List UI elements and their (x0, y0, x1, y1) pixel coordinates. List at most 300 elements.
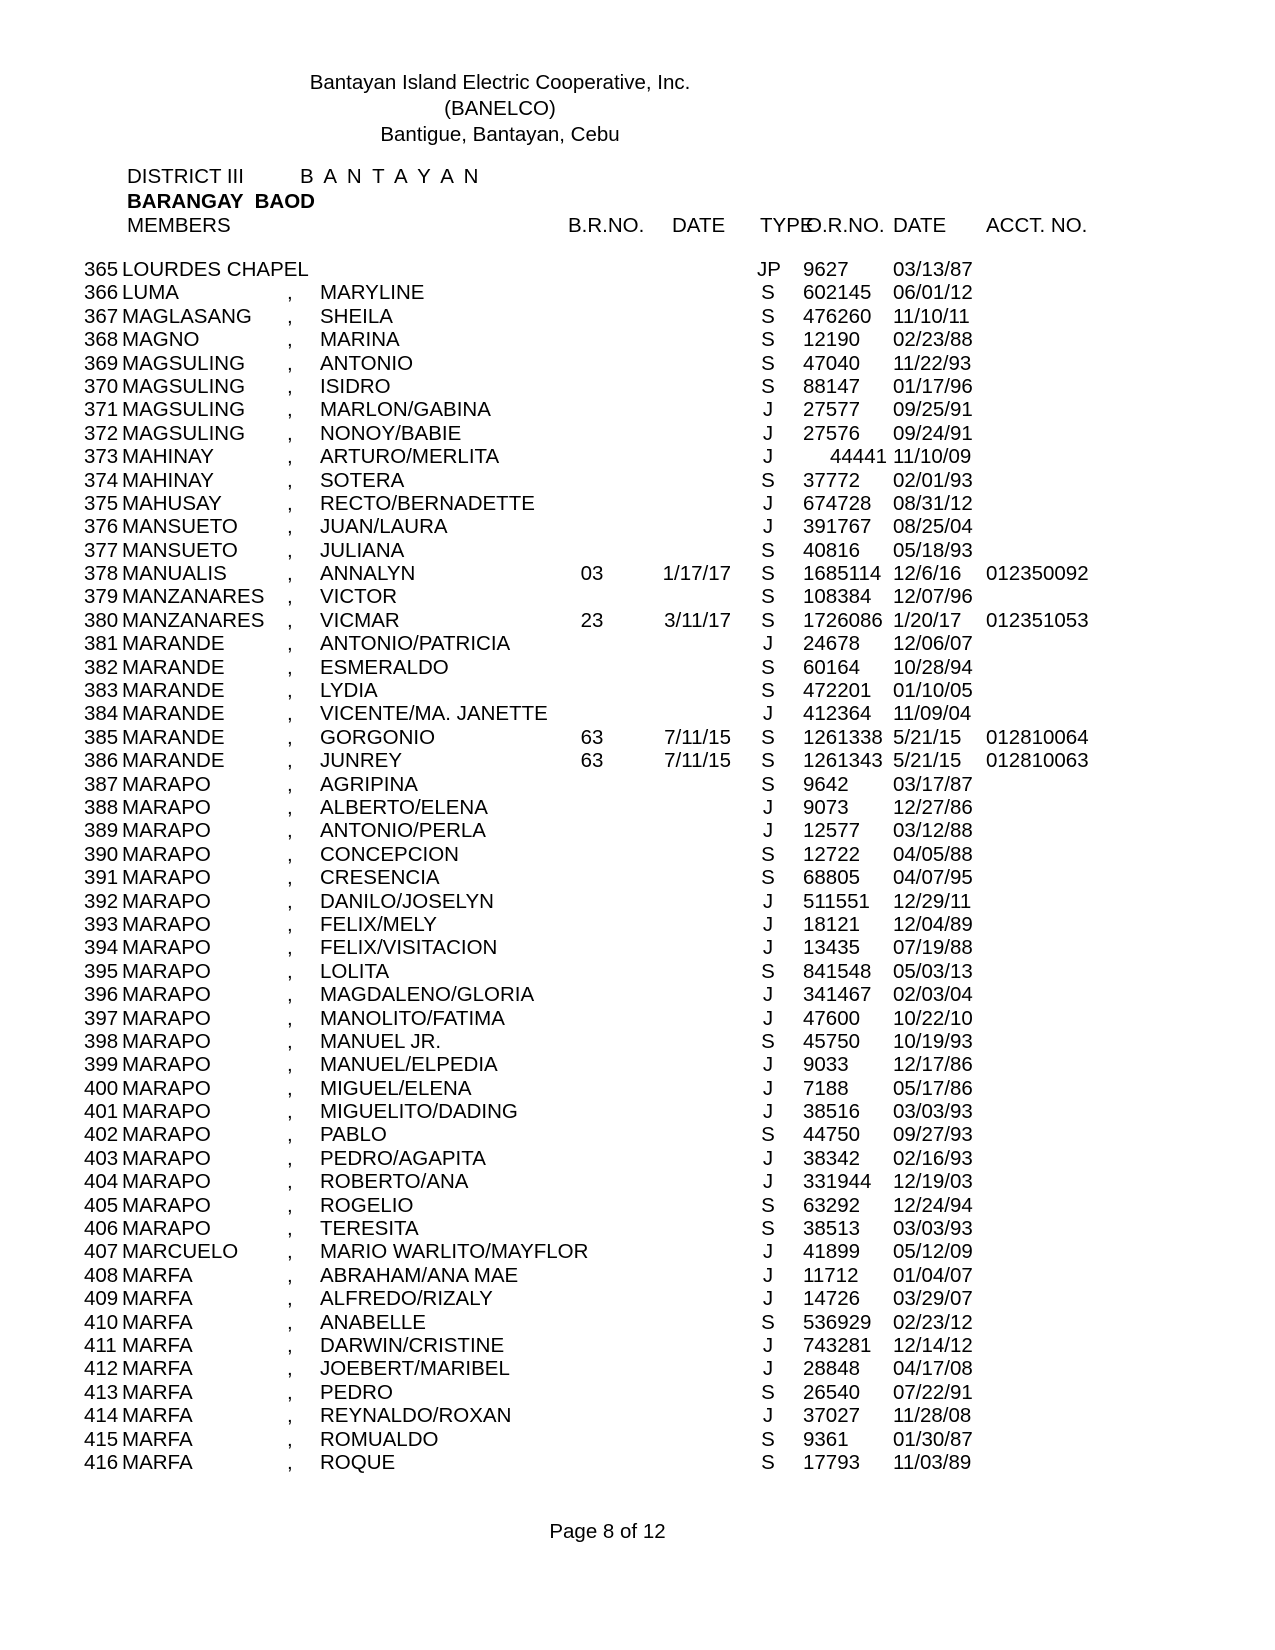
or-no-value: 27576 (803, 421, 861, 445)
member-surname: MARFA (122, 1333, 193, 1357)
member-number: 406 (84, 1217, 119, 1241)
member-givenname: RECTO/BERNADETTE (320, 491, 535, 515)
or-no-value: 27577 (803, 398, 861, 422)
or-date-value: 03/29/07 (893, 1287, 973, 1311)
or-date-value: 05/18/93 (893, 538, 973, 562)
table-row (0, 936, 1275, 959)
member-surname: MAGSULING (122, 351, 246, 375)
or-no-value: 9033 (803, 1053, 849, 1077)
or-no-value: 13435 (803, 936, 861, 960)
name-separator: , (287, 585, 293, 609)
or-date-value: 03/03/93 (893, 1100, 973, 1124)
type-value: S (761, 725, 775, 749)
name-separator: , (287, 374, 293, 398)
member-givenname: JOEBERT/MARIBEL (320, 1357, 510, 1381)
member-givenname: MARLON/GABINA (320, 398, 491, 422)
member-givenname: SOTERA (320, 468, 405, 492)
or-no-value: 841548 (803, 959, 872, 983)
name-separator: , (287, 1380, 293, 1404)
member-number: 390 (84, 842, 119, 866)
type-value: S (761, 1310, 775, 1334)
table-row (0, 328, 1275, 351)
member-givenname: ABRAHAM/ANA MAE (320, 1263, 519, 1287)
or-date-value: 03/13/87 (893, 258, 973, 281)
member-number: 373 (84, 445, 119, 469)
member-number: 371 (84, 398, 119, 422)
member-number: 366 (84, 281, 119, 305)
member-givenname: AGRIPINA (320, 772, 418, 796)
member-number: 402 (84, 1123, 119, 1147)
type-value: J (762, 421, 774, 445)
or-date-value: 05/03/13 (893, 959, 973, 983)
name-separator: , (287, 1100, 293, 1124)
acct-no-value: 012350092 (986, 562, 1089, 586)
type-value: S (761, 374, 775, 398)
member-number: 388 (84, 795, 119, 819)
table-row (0, 1147, 1275, 1170)
table-row (0, 1287, 1275, 1310)
or-no-value: 40816 (803, 538, 861, 562)
member-number: 395 (84, 959, 119, 983)
member-givenname: JUNREY (320, 749, 403, 773)
type-value: J (762, 983, 774, 1007)
type-value: J (762, 1333, 774, 1357)
or-no-value: 1685114 (803, 562, 882, 586)
name-separator: , (287, 491, 293, 515)
type-value: J (762, 1053, 774, 1077)
name-separator: , (287, 468, 293, 492)
member-surname: MARANDE (122, 749, 225, 773)
name-separator: , (287, 1006, 293, 1030)
type-value: J (762, 1263, 774, 1287)
name-separator: , (287, 1076, 293, 1100)
or-date-value: 12/06/07 (893, 632, 973, 656)
member-number: 396 (84, 983, 119, 1007)
acct-no-value: 012810064 (986, 725, 1089, 749)
or-date-value: 02/01/93 (893, 468, 973, 492)
or-date-value: 01/04/07 (893, 1263, 973, 1287)
table-row (0, 515, 1275, 538)
member-surname: MAGNO (122, 328, 200, 352)
name-separator: , (287, 421, 293, 445)
or-no-value: 47600 (803, 1006, 861, 1030)
member-givenname: ANTONIO (320, 351, 414, 375)
or-no-value: 45750 (803, 1029, 861, 1053)
member-surname: MANZANARES (122, 585, 265, 609)
district-name: B A N T A Y A N (299, 165, 482, 188)
table-column-headers (0, 214, 1275, 240)
or-date-value: 11/10/11 (893, 304, 970, 328)
table-row (0, 679, 1275, 702)
member-givenname: CRESENCIA (320, 866, 440, 890)
or-date-value: 09/24/91 (893, 421, 973, 445)
type-value: J (762, 1100, 774, 1124)
or-date-value: 02/23/88 (893, 328, 973, 352)
members-column-header: MEMBERS (127, 214, 231, 237)
company-name: Bantayan Island Electric Cooperative, Inc. (309, 71, 691, 94)
or-date-value: 12/19/03 (893, 1170, 973, 1194)
or-no-value: 412364 (803, 702, 872, 726)
member-number: 416 (84, 1450, 119, 1474)
table-row (0, 702, 1275, 725)
member-surname: MANSUETO (122, 515, 238, 539)
type-value: S (761, 468, 775, 492)
acct-no-value: 012810063 (986, 749, 1089, 773)
member-number: 386 (84, 749, 119, 773)
or-date-value: 09/27/93 (893, 1123, 973, 1147)
member-surname: MARANDE (122, 679, 225, 703)
table-row (0, 1053, 1275, 1076)
type-value: J (762, 1146, 774, 1170)
member-givenname: FELIX/MELY (320, 912, 437, 936)
member-number: 404 (84, 1170, 119, 1194)
member-givenname: TERESITA (320, 1217, 419, 1241)
member-surname: MARANDE (122, 632, 225, 656)
name-separator: , (287, 1287, 293, 1311)
name-separator: , (287, 304, 293, 328)
member-surname: MARAPO (122, 936, 211, 960)
table-row (0, 1451, 1275, 1474)
name-separator: , (287, 983, 293, 1007)
name-separator: , (287, 1193, 293, 1217)
table-row (0, 562, 1275, 585)
or-date-value: 12/17/86 (893, 1053, 973, 1077)
name-separator: , (287, 702, 293, 726)
name-separator: , (287, 1217, 293, 1241)
name-separator: , (287, 795, 293, 819)
or-no-value: 38342 (803, 1146, 861, 1170)
or-no-value: 38513 (803, 1217, 861, 1241)
or-no-value: 9073 (803, 795, 849, 819)
member-surname: MARAPO (122, 1217, 211, 1241)
type-value: S (761, 772, 775, 796)
member-givenname: MARIO WARLITO/MAYFLOR (320, 1240, 589, 1264)
br-date-value: 3/11/17 (664, 608, 731, 632)
member-surname: MARAPO (122, 1029, 211, 1053)
column-header-or-date: DATE (893, 214, 947, 237)
type-value: S (761, 1380, 775, 1404)
br-date-value: 1/17/17 (662, 562, 731, 586)
table-row (0, 1334, 1275, 1357)
name-separator: , (287, 936, 293, 960)
member-number: 365 (84, 258, 119, 281)
member-givenname: ISIDRO (320, 374, 391, 398)
table-row (0, 960, 1275, 983)
member-number: 384 (84, 702, 119, 726)
or-date-value: 03/03/93 (893, 1217, 973, 1241)
table-row (0, 258, 1275, 281)
table-row (0, 398, 1275, 421)
table-row (0, 1240, 1275, 1263)
or-date-value: 11/03/89 (893, 1450, 972, 1474)
or-no-value: 743281 (803, 1333, 872, 1357)
member-number: 383 (84, 679, 119, 703)
or-no-value: 12722 (803, 842, 861, 866)
company-acronym: (BANELCO) (444, 97, 556, 120)
company-address: Bantigue, Bantayan, Cebu (380, 123, 620, 146)
or-date-value: 11/09/04 (893, 702, 972, 726)
member-number: 415 (84, 1427, 119, 1451)
member-surname: MANUALIS (122, 562, 227, 586)
member-surname: MAGSULING (122, 398, 246, 422)
type-value: J (762, 1240, 774, 1264)
column-header-br-no: B.R.NO. (568, 214, 645, 237)
type-value: J (762, 936, 774, 960)
member-number: 389 (84, 819, 119, 843)
name-separator: , (287, 281, 293, 305)
or-no-value: 511551 (803, 889, 870, 913)
member-surname: MARAPO (122, 1053, 211, 1077)
or-no-value: 12190 (803, 328, 861, 352)
or-no-value: 7188 (803, 1076, 849, 1100)
member-givenname: REYNALDO/ROXAN (320, 1404, 512, 1428)
or-date-value: 12/04/89 (893, 912, 973, 936)
or-date-value: 04/05/88 (893, 842, 973, 866)
type-value: S (761, 608, 775, 632)
or-date-value: 02/03/04 (893, 983, 973, 1007)
or-date-value: 02/23/12 (893, 1310, 973, 1334)
or-no-value: 88147 (803, 374, 861, 398)
or-date-value: 02/16/93 (893, 1146, 973, 1170)
type-value: J (762, 1006, 774, 1030)
table-row (0, 726, 1275, 749)
type-value: J (762, 889, 774, 913)
name-separator: , (287, 1053, 293, 1077)
member-givenname: LYDIA (320, 679, 378, 703)
or-no-value: 11712 (803, 1263, 859, 1287)
type-value: J (762, 819, 774, 843)
or-no-value: 341467 (803, 983, 872, 1007)
member-number: 368 (84, 328, 119, 352)
member-givenname: MIGUELITO/DADING (320, 1100, 518, 1124)
or-no-value: 476260 (803, 304, 872, 328)
type-value: J (762, 491, 774, 515)
table-row (0, 375, 1275, 398)
member-number: 401 (84, 1100, 119, 1124)
member-number: 403 (84, 1146, 119, 1170)
name-separator: , (287, 1404, 293, 1428)
type-value: S (761, 679, 775, 703)
member-number: 377 (84, 538, 119, 562)
member-number: 409 (84, 1287, 119, 1311)
or-date-value: 04/07/95 (893, 866, 973, 890)
members-table (0, 258, 1275, 1474)
member-surname: MARAPO (122, 1170, 211, 1194)
or-date-value: 03/17/87 (893, 772, 973, 796)
member-givenname: ANNALYN (320, 562, 416, 586)
or-date-value: 09/25/91 (893, 398, 973, 422)
barangay-heading: BARANGAY BAOD (127, 190, 315, 213)
name-separator: , (287, 608, 293, 632)
type-value: S (761, 1427, 775, 1451)
or-date-value: 1/20/17 (893, 608, 962, 632)
table-row (0, 352, 1275, 375)
table-row (0, 1007, 1275, 1030)
table-row (0, 843, 1275, 866)
name-separator: , (287, 842, 293, 866)
name-separator: , (287, 632, 293, 656)
type-value: J (762, 795, 774, 819)
member-surname: MARAPO (122, 983, 211, 1007)
member-givenname: ESMERALDO (320, 655, 449, 679)
member-number: 372 (84, 421, 119, 445)
br-no-value: 63 (580, 749, 604, 773)
member-surname: MARANDE (122, 702, 225, 726)
type-value: S (761, 842, 775, 866)
member-number: 408 (84, 1263, 119, 1287)
or-date-value: 07/22/91 (893, 1380, 973, 1404)
type-value: J (762, 702, 774, 726)
table-row (0, 983, 1275, 1006)
member-number: 387 (84, 772, 119, 796)
member-surname: MARAPO (122, 795, 211, 819)
or-no-value: 28848 (803, 1357, 861, 1381)
br-no-value: 63 (580, 725, 604, 749)
type-value: S (761, 1029, 775, 1053)
member-number: 394 (84, 936, 119, 960)
member-surname: MARFA (122, 1404, 193, 1428)
type-value: J (762, 398, 774, 422)
type-value: J (762, 912, 774, 936)
or-no-value: 41899 (803, 1240, 861, 1264)
name-separator: , (287, 1333, 293, 1357)
member-surname: MARAPO (122, 1123, 211, 1147)
member-number: 412 (84, 1357, 119, 1381)
member-number: 374 (84, 468, 119, 492)
or-no-value: 44750 (803, 1123, 861, 1147)
table-row (0, 656, 1275, 679)
name-separator: , (287, 1357, 293, 1381)
type-value: S (761, 749, 775, 773)
member-number: 382 (84, 655, 119, 679)
type-value: S (761, 328, 775, 352)
table-row (0, 539, 1275, 562)
member-surname: MARCUELO (122, 1240, 239, 1264)
name-separator: , (287, 1123, 293, 1147)
or-date-value: 05/17/86 (893, 1076, 973, 1100)
or-date-value: 08/31/12 (893, 491, 973, 515)
or-no-value: 47040 (803, 351, 861, 375)
table-row (0, 281, 1275, 304)
member-surname: MAHUSAY (122, 491, 222, 515)
table-row (0, 492, 1275, 515)
member-number: 392 (84, 889, 119, 913)
member-surname: MARFA (122, 1287, 193, 1311)
member-givenname: ROBERTO/ANA (320, 1170, 469, 1194)
or-date-value: 11/10/09 (893, 445, 972, 469)
column-header-acct-no: ACCT. NO. (986, 214, 1088, 237)
name-separator: , (287, 749, 293, 773)
member-givenname: PABLO (320, 1123, 387, 1147)
or-no-value: 536929 (803, 1310, 872, 1334)
or-date-value: 10/19/93 (893, 1029, 973, 1053)
or-date-value: 11/22/93 (893, 351, 972, 375)
table-row (0, 445, 1275, 468)
or-date-value: 05/12/09 (893, 1240, 973, 1264)
or-no-value: 1726086 (803, 608, 883, 632)
member-surname: MARAPO (122, 772, 211, 796)
name-separator: , (287, 1240, 293, 1264)
name-separator: , (287, 538, 293, 562)
or-no-value: 331944 (803, 1170, 872, 1194)
name-separator: , (287, 655, 293, 679)
member-givenname: MANUEL/ELPEDIA (320, 1053, 498, 1077)
type-value: S (761, 351, 775, 375)
table-row (0, 749, 1275, 772)
or-date-value: 01/30/87 (893, 1427, 973, 1451)
member-givenname: JULIANA (320, 538, 405, 562)
member-number: 385 (84, 725, 119, 749)
member-number: 378 (84, 562, 119, 586)
member-surname: MARAPO (122, 819, 211, 843)
district-label: DISTRICT III (127, 165, 244, 188)
or-no-value: 17793 (803, 1450, 861, 1474)
or-date-value: 12/24/94 (893, 1193, 973, 1217)
table-row (0, 1030, 1275, 1053)
table-row (0, 1381, 1275, 1404)
table-row (0, 1311, 1275, 1334)
member-surname: MAGSULING (122, 374, 246, 398)
name-separator: , (287, 562, 293, 586)
name-separator: , (287, 725, 293, 749)
table-row (0, 1077, 1275, 1100)
name-separator: , (287, 772, 293, 796)
or-date-value: 06/01/12 (893, 281, 973, 305)
member-number: 414 (84, 1404, 119, 1428)
member-givenname: ALFREDO/RIZALY (320, 1287, 493, 1311)
or-date-value: 11/28/08 (893, 1404, 972, 1428)
member-givenname: ARTURO/MERLITA (320, 445, 500, 469)
name-separator: , (287, 866, 293, 890)
or-no-value: 12577 (803, 819, 861, 843)
name-separator: , (287, 398, 293, 422)
member-number: 370 (84, 374, 119, 398)
or-no-value: 472201 (803, 679, 872, 703)
table-row (0, 1100, 1275, 1123)
member-surname: MAHINAY (122, 468, 214, 492)
type-value: S (761, 655, 775, 679)
or-date-value: 03/12/88 (893, 819, 973, 843)
br-date-value: 7/11/15 (664, 725, 731, 749)
member-number: 381 (84, 632, 119, 656)
member-surname: MARFA (122, 1310, 193, 1334)
table-row (0, 609, 1275, 632)
member-number: 400 (84, 1076, 119, 1100)
or-no-value: 9361 (803, 1427, 849, 1451)
or-no-value: 602145 (803, 281, 872, 305)
table-row (0, 1123, 1275, 1146)
name-separator: , (287, 515, 293, 539)
or-no-value: 674728 (803, 491, 872, 515)
member-givenname: ANTONIO/PATRICIA (320, 632, 511, 656)
member-number: 376 (84, 515, 119, 539)
member-number: 367 (84, 304, 119, 328)
type-value: S (761, 538, 775, 562)
member-givenname: DARWIN/CRISTINE (320, 1333, 505, 1357)
member-givenname: GORGONIO (320, 725, 436, 749)
member-surname: MARFA (122, 1357, 193, 1381)
member-surname: MARAPO (122, 1193, 211, 1217)
member-surname: MARAPO (122, 959, 211, 983)
member-number: 379 (84, 585, 119, 609)
member-surname: MARAPO (122, 1146, 211, 1170)
or-no-value: 44441 (829, 445, 887, 469)
type-value: J (762, 632, 774, 656)
member-number: 393 (84, 912, 119, 936)
table-row (0, 1404, 1275, 1427)
name-separator: , (287, 1146, 293, 1170)
or-no-value: 1261343 (803, 749, 883, 773)
